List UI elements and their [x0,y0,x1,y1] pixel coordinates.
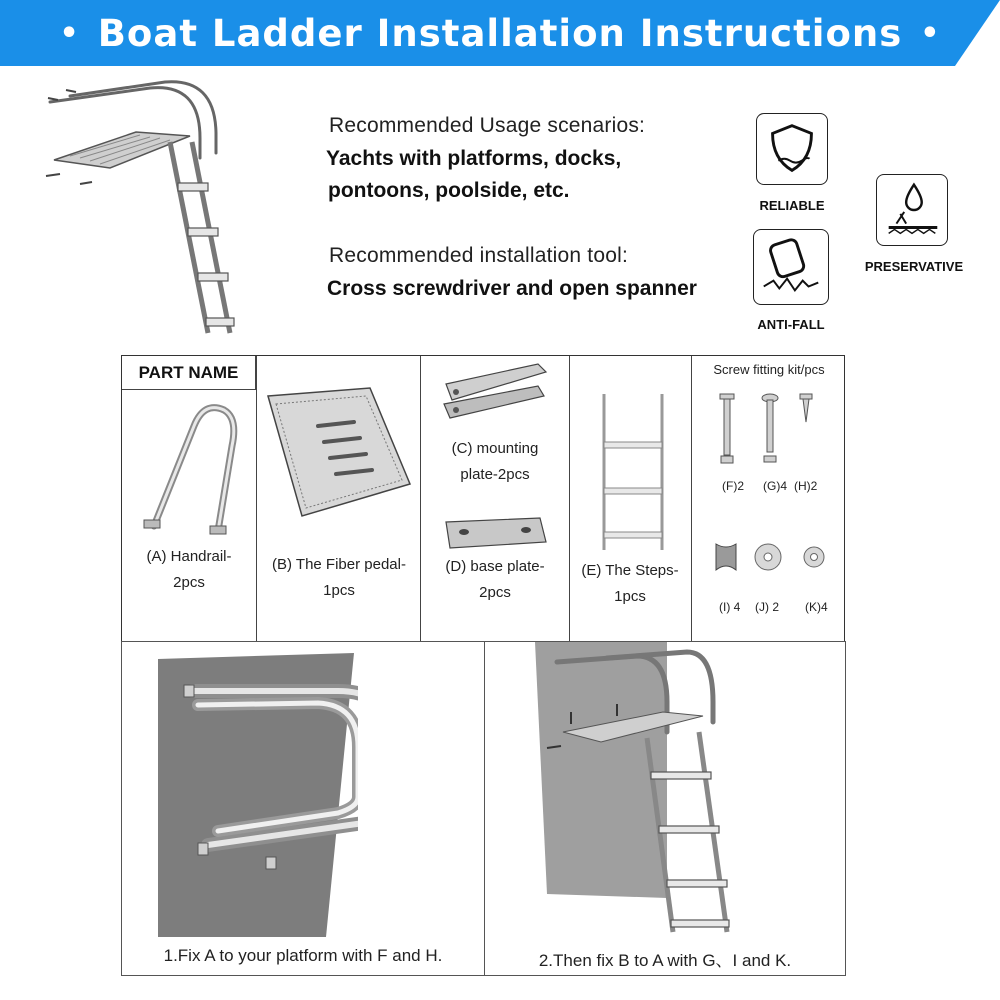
kit-label-h: (H)2 [794,479,818,493]
usage-line-1: Yachts with platforms, docks, [326,147,622,170]
kit-label-j: (J) 2 [755,600,779,614]
page-title: • Boat Ladder Installation Instructions • [59,11,941,55]
base-plate-illustration [440,516,550,550]
feature-label-preservative: PRESERVATIVE [864,259,964,274]
parts-table [121,355,845,642]
kit-label-f: (F)2 [722,479,744,493]
feature-label-reliable: RELIABLE [759,198,825,213]
step-2-illustration [527,642,737,938]
kit-label-k: (K)4 [805,600,828,614]
step-1-illustration [158,647,358,937]
kit-label-i: (I) 4 [719,600,741,614]
screw-kit-heading: Screw fitting kit/pcs [713,362,825,377]
water-drop-icon [876,174,948,246]
steps-illustration [596,392,670,552]
handrail-illustration [134,396,244,536]
tool-heading: Recommended installation tool: [329,244,628,267]
steps-caption: (E) The Steps- 1pcs [581,562,679,605]
page-title-text: Boat Ladder Installation Instructions [97,11,903,55]
feature-label-anti-fall: ANTI-FALL [757,317,825,332]
washer-set-illustration [712,540,832,574]
step-2-panel [484,641,846,976]
fiber-pedal-caption: (B) The Fiber pedal- 1pcs [272,556,406,599]
bolt-set-illustration [712,392,832,468]
step-1-panel [121,641,485,976]
mounting-plate-caption: (C) mounting plate-2pcs [451,440,539,483]
step-2-caption: 2.Then fix B to A with G、I and K. [538,951,792,970]
base-plate-caption: (D) base plate- 2pcs [445,558,545,601]
fiber-pedal-illustration [262,384,414,522]
kit-label-g: (G)4 [763,479,787,493]
handrail-caption: (A) Handrail- 2pcs [146,548,232,591]
shield-icon [756,113,828,185]
anti-fall-icon [753,229,829,305]
usage-line-2: pontoons, poolside, etc. [328,179,570,202]
tool-line: Cross screwdriver and open spanner [327,277,697,300]
mounting-plate-illustration [438,360,550,420]
usage-heading: Recommended Usage scenarios: [329,114,646,137]
step-1-caption: 1.Fix A to your platform with F and H. [163,946,443,965]
ladder-assembly-illustration [40,78,240,340]
part-name-heading: PART NAME [122,356,256,390]
